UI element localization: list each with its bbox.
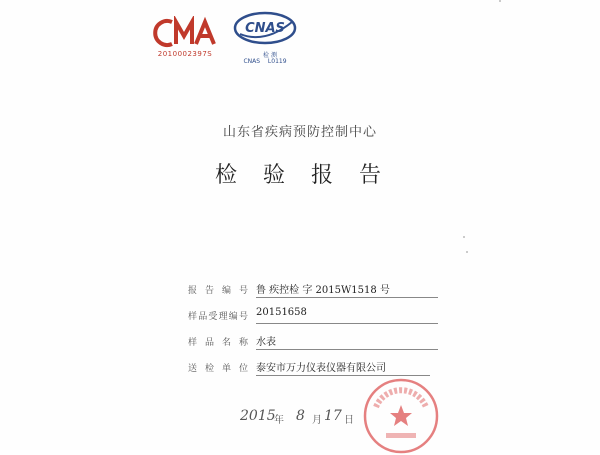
- field-row-sample-number: [188, 302, 438, 328]
- field-row-report-number: [188, 276, 438, 302]
- date-day-unit: 日: [344, 415, 354, 426]
- field-value: 泰安市万力仪表仪器有限公司: [256, 363, 386, 374]
- scan-speck: [463, 236, 465, 238]
- cma-certificate-code: 2010002397S: [157, 50, 213, 58]
- field-label: 样品名称: [188, 338, 248, 348]
- document-title: 检验报告: [214, 163, 407, 188]
- field-label: 报告编号: [188, 286, 248, 296]
- scan-speck: [466, 251, 468, 253]
- cnas-mark-icon: [230, 8, 300, 50]
- cma-mark-icon: [150, 16, 220, 50]
- date-year-unit: 年: [274, 415, 284, 426]
- scan-speck: [499, 0, 501, 2]
- underline: [256, 323, 438, 324]
- field-value: 20151658: [256, 307, 307, 318]
- cnas-logo: [230, 8, 300, 68]
- organization-name: 山东省疾病预防控制中心: [222, 125, 377, 140]
- cnas-registration: CNAS L0119: [243, 58, 287, 65]
- official-seal-icon: [362, 377, 440, 455]
- date-month-unit: 月: [312, 415, 322, 426]
- svg-text:CNAS: CNAS: [245, 21, 285, 36]
- field-value: 水表: [256, 337, 276, 348]
- underline: [256, 297, 438, 298]
- field-value: 鲁 疾控检 字 2015W1518 号: [256, 285, 390, 296]
- underline: [256, 375, 430, 376]
- field-row-sample-name: [188, 328, 438, 354]
- report-fields: [188, 276, 438, 380]
- cma-logo: [150, 16, 220, 64]
- underline: [256, 349, 438, 350]
- field-label: 送检单位: [188, 364, 248, 374]
- date-year: 2015: [240, 408, 276, 424]
- cnas-category: 检 测: [263, 52, 277, 59]
- date-day: 17: [324, 408, 342, 424]
- field-label: 样品受理编号: [188, 312, 248, 322]
- date-month: 8: [296, 408, 305, 424]
